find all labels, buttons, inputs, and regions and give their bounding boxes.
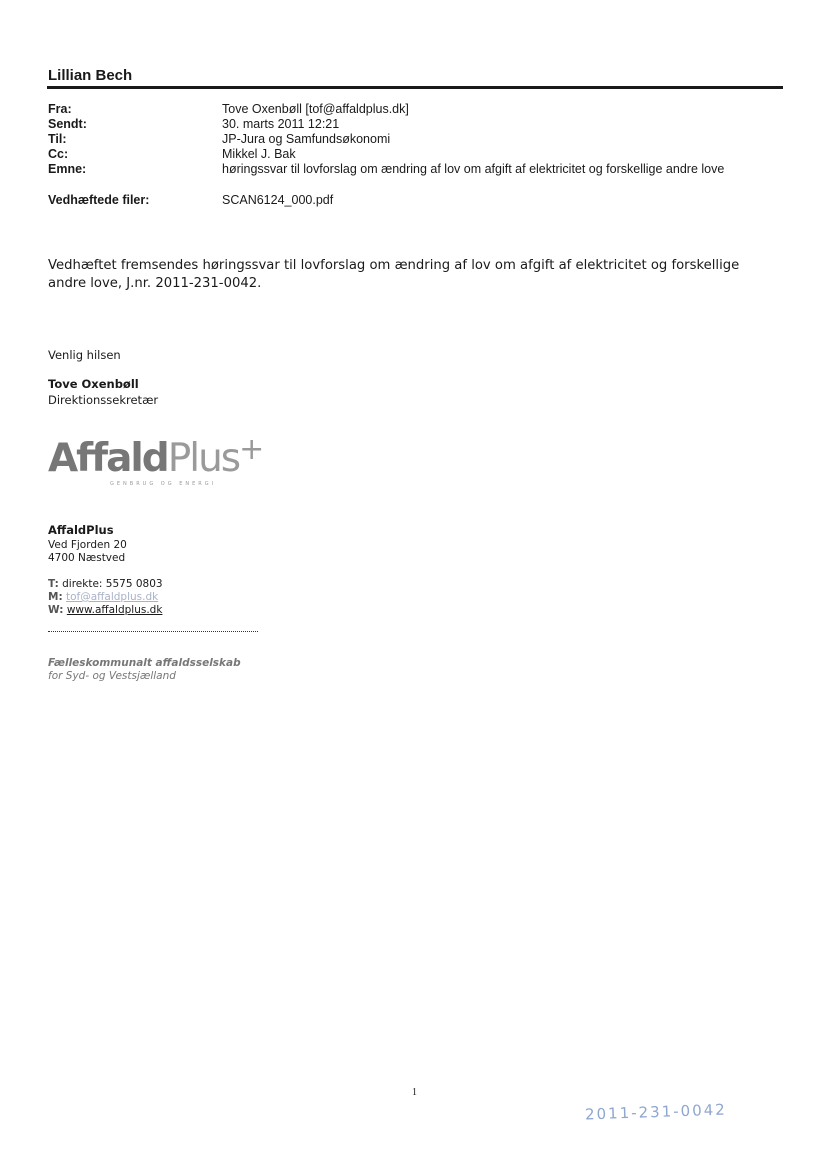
attachment-file[interactable]: SCAN6124_000.pdf (222, 193, 334, 207)
address-street: Ved Fjorden 20 (48, 539, 127, 551)
sent-label: Sendt: (48, 117, 87, 131)
contact-mail (48, 591, 158, 604)
signature-name: Tove Oxenbøll (48, 377, 139, 391)
dotted-divider (48, 631, 258, 632)
subject-label: Emne: (48, 162, 87, 176)
mail-label: M: (48, 591, 63, 603)
address-city: 4700 Næstved (48, 552, 126, 564)
sent-value: 30. marts 2011 12:21 (222, 117, 340, 131)
phone-value: direkte: 5575 0803 (62, 578, 163, 590)
message-body: Vedhæftet fremsendes høringssvar til lovforslag om ændring af lov om afgift af elektricitet og forskellige andre love, J.nr. 2011-231-0042. (48, 258, 740, 291)
from-value: Tove Oxenbøll [tof@affaldplus.dk] (222, 102, 409, 116)
to-value: JP-Jura og Samfundsøkonomi (222, 132, 391, 146)
from-label: Fra: (48, 102, 72, 116)
company-name: AffaldPlus (48, 523, 114, 537)
page-number: 1 (412, 1087, 417, 1098)
contact-phone (48, 578, 163, 591)
signature-title: Direktionssekretær (48, 393, 159, 407)
handwritten-reference: 2011-231-0042 (584, 1100, 728, 1124)
logo-tagline: GENBRUG OG ENERGI (110, 481, 217, 487)
cc-value: Mikkel J. Bak (222, 147, 296, 161)
org-line-1: Fælleskommunalt affaldsselskab (48, 657, 241, 669)
attachments-label: Vedhæftede filer: (48, 193, 150, 207)
subject-value: høringssvar til lovforslag om ændring af lov om afgift af elektricitet og forskellige andre love (222, 162, 725, 176)
signature-greeting: Venlig hilsen (48, 348, 121, 362)
web-link[interactable]: www.affaldplus.dk (66, 604, 163, 616)
affaldplus-logo (48, 432, 263, 481)
logo-word-affald: Affald (48, 436, 168, 481)
mail-link[interactable]: tof@affaldplus.dk (66, 591, 159, 603)
org-line-2: for Syd- og Vestsjælland (48, 670, 176, 682)
web-label: W: (48, 604, 64, 616)
phone-label: T: (48, 578, 59, 590)
logo-word-plus: Plus (167, 436, 240, 481)
contact-web (48, 604, 162, 617)
cc-label: Cc: (48, 147, 69, 161)
sender-name: Lillian Bech (48, 67, 133, 84)
to-label: Til: (48, 132, 67, 146)
header-divider (47, 86, 783, 89)
logo-plus-icon: + (239, 432, 263, 467)
